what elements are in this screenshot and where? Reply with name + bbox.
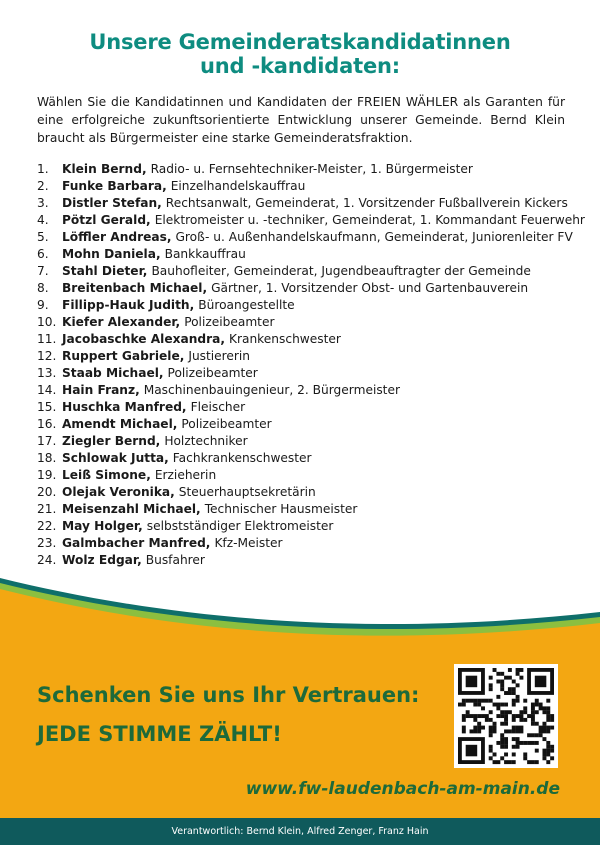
candidate-occupation: Kfz-Meister	[214, 536, 283, 550]
list-item-number: 8.	[37, 281, 49, 295]
candidate-occupation: Justiererin	[188, 349, 251, 363]
candidate-name: Distler Stefan,	[62, 196, 162, 210]
candidate-occupation: Bauhofleiter, Gemeinderat, Jugendbeauftragter der Gemeinde	[151, 264, 531, 278]
website-link[interactable]: www.fw-laudenbach-am-main.de	[245, 779, 560, 799]
candidate-name: Staab Michael,	[62, 366, 164, 380]
list-item-number: 5.	[37, 230, 49, 244]
list-item-number: 19.	[37, 468, 57, 482]
candidate-list	[37, 161, 585, 569]
list-item	[37, 518, 577, 535]
list-item-number: 15.	[37, 400, 57, 414]
candidate-name: Leiß Simone,	[62, 468, 151, 482]
candidate-name: Funke Barbara,	[62, 179, 167, 193]
list-item-number: 17.	[37, 434, 57, 448]
list-item-number: 21.	[37, 502, 57, 516]
slogan	[37, 682, 419, 747]
list-item-number: 16.	[37, 417, 57, 431]
candidate-occupation: Groß- u. Außenhandelskaufmann, Gemeinderat, Juniorenleiter FV	[175, 230, 573, 244]
candidate-name: Pötzl Gerald,	[62, 213, 151, 227]
list-item	[37, 467, 577, 484]
candidate-occupation: Maschinenbauingenieur, 2. Bürgermeister	[143, 383, 400, 397]
candidate-name: Kiefer Alexander,	[62, 315, 181, 329]
list-item-number: 1.	[37, 162, 49, 176]
candidate-name: Fillipp-Hauk Judith,	[62, 298, 195, 312]
candidate-occupation: Gärtner, 1. Vorsitzender Obst- und Gartenbauverein	[211, 281, 529, 295]
list-item-number: 12.	[37, 349, 57, 363]
list-item	[37, 331, 577, 348]
title-line-1: Unsere Gemeinderatskandidatinnen	[89, 30, 511, 54]
candidate-name: Schlowak Jutta,	[62, 451, 169, 465]
footer-credits: Verantwortlich: Bernd Klein, Alfred Zenger, Franz Hain	[0, 818, 600, 845]
list-item	[37, 535, 577, 552]
list-item-number: 3.	[37, 196, 49, 210]
candidate-occupation: Holztechniker	[164, 434, 248, 448]
candidate-occupation: Polizeibeamter	[181, 417, 272, 431]
candidate-occupation: Fachkrankenschwester	[172, 451, 312, 465]
list-item	[37, 399, 577, 416]
candidate-occupation: Radio- u. Fernsehtechniker-Meister, 1. Bürgermeister	[150, 162, 473, 176]
list-item	[37, 484, 577, 501]
list-item-number: 9.	[37, 298, 49, 312]
candidate-occupation: Technischer Hausmeister	[204, 502, 358, 516]
list-item	[37, 501, 577, 518]
list-item-number: 22.	[37, 519, 57, 533]
candidate-occupation: Rechtsanwalt, Gemeinderat, 1. Vorsitzender Fußballverein Kickers	[165, 196, 568, 210]
list-item	[37, 280, 577, 297]
list-item	[37, 314, 577, 331]
list-item-number: 14.	[37, 383, 57, 397]
list-item-number: 2.	[37, 179, 49, 193]
list-item	[37, 229, 577, 246]
list-item-number: 24.	[37, 553, 57, 567]
list-item-number: 23.	[37, 536, 57, 550]
slogan-line-1: Schenken Sie uns Ihr Vertrauen:	[37, 683, 420, 707]
candidate-name: Mohn Daniela,	[62, 247, 161, 261]
list-item	[37, 161, 577, 178]
list-item	[37, 178, 577, 195]
candidate-name: Ruppert Gabriele,	[62, 349, 185, 363]
list-item	[37, 450, 577, 467]
qr-code-graphic	[454, 664, 558, 768]
list-item-number: 18.	[37, 451, 57, 465]
list-item	[37, 433, 577, 450]
list-item-number: 20.	[37, 485, 57, 499]
list-item-number: 7.	[37, 264, 49, 278]
candidate-name: Klein Bernd,	[62, 162, 147, 176]
candidate-occupation: Elektromeister u. -techniker, Gemeinderat, 1. Kommandant Feuerwehr	[154, 213, 585, 227]
candidate-occupation: Fleischer	[190, 400, 246, 414]
candidate-name: May Holger,	[62, 519, 143, 533]
title-line-2: und -kandidaten:	[200, 54, 400, 78]
candidate-name: Olejak Veronika,	[62, 485, 175, 499]
list-item-number: 6.	[37, 247, 49, 261]
candidate-name: Stahl Dieter,	[62, 264, 148, 278]
qr-code-icon[interactable]	[454, 664, 558, 768]
candidate-name: Breitenbach Michael,	[62, 281, 208, 295]
list-item	[37, 263, 577, 280]
list-item	[37, 212, 585, 229]
candidate-occupation: Bankkauffrau	[164, 247, 246, 261]
list-item	[37, 297, 577, 314]
list-item-number: 4.	[37, 213, 49, 227]
list-item	[37, 365, 577, 382]
candidate-name: Hain Franz,	[62, 383, 140, 397]
list-item	[37, 195, 577, 212]
candidate-occupation: Erzieherin	[154, 468, 217, 482]
candidate-name: Galmbacher Manfred,	[62, 536, 211, 550]
list-item-number: 10.	[37, 315, 57, 329]
candidate-occupation: Polizeibeamter	[167, 366, 258, 380]
intro-paragraph: Wählen Sie die Kandidatinnen und Kandidaten der FREIEN WÄHLER als Garanten für eine erfolgreiche zukunftsorientierte Entwicklung unserer Gemeinde. Bernd Klein braucht als Bürgermeister eine starke Gemeinderatsfraktion.	[37, 95, 565, 145]
candidate-name: Huschka Manfred,	[62, 400, 187, 414]
list-item-number: 13.	[37, 366, 57, 380]
list-item	[37, 246, 577, 263]
candidate-occupation: Steuerhauptsekretärin	[178, 485, 316, 499]
page-title	[0, 30, 600, 78]
list-item	[37, 348, 577, 365]
candidate-name: Löffler Andreas,	[62, 230, 172, 244]
candidate-name: Amendt Michael,	[62, 417, 178, 431]
list-item-number: 11.	[37, 332, 57, 346]
candidate-occupation: Krankenschwester	[228, 332, 341, 346]
candidate-occupation: Polizeibeamter	[184, 315, 275, 329]
candidate-name: Ziegler Bernd,	[62, 434, 161, 448]
candidate-occupation: Büroangestellte	[198, 298, 295, 312]
candidate-occupation: Einzelhandelskauffrau	[170, 179, 306, 193]
candidate-name: Wolz Edgar,	[62, 553, 142, 567]
candidate-name: Jacobaschke Alexandra,	[62, 332, 225, 346]
candidate-occupation: Busfahrer	[145, 553, 205, 567]
candidate-occupation: selbstständiger Elektromeister	[146, 519, 334, 533]
list-item	[37, 416, 577, 433]
candidate-name: Meisenzahl Michael,	[62, 502, 201, 516]
list-item	[37, 382, 577, 399]
slogan-line-2: JEDE STIMME ZÄHLT!	[37, 722, 282, 746]
